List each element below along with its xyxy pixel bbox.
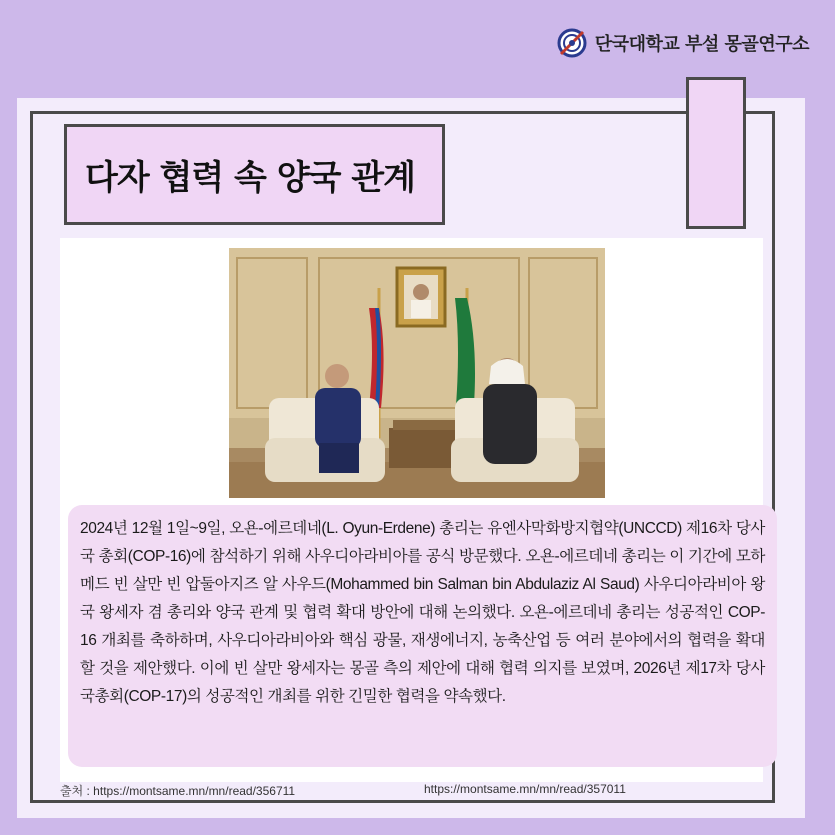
- body-text: 2024년 12월 1일~9일, 오욘-에르데네(L. Oyun-Erdene) 총리는 유엔사막화방지협약(UNCCD) 제16차 당사국 총회(COP-16)에 참석하기 위해 사우디아라비아를 공식 방문했다. 오욘-에르데네 총리는 이 기간에 모하메드 빈 살만 빈 압둘아지즈 알 사우드(Mohammed bin Salman bin Abdulaziz Al Saud) 사우디아라비아 왕국 왕세자 겸 총리와 양국 관계 및 협력 확대 방안에 대해 논의했다. 오욘-에르데네 총리는 성공적인 COP-16 개최를 축하하며, 사우디아라비아와 핵심 광물, 재생에너지, 농축산업 등 여러 분야에서의 협력을 확대할 것을 제안했다. 이에 빈 살만 왕세자는 몽골 측의 제안에 대해 협력 의지를 보였며, 2026년 제17차 당사국총회(COP-17)의 성공적인 개최를 위한 긴밀한 협력을 약속했다.: [80, 520, 765, 705]
- meeting-photo: [229, 248, 605, 498]
- page-title: 다자 협력 속 양국 관계: [85, 158, 415, 198]
- source-link-1[interactable]: 출처 : https://montsame.mn/mn/read/356711: [60, 784, 296, 798]
- body-text-box: [68, 505, 777, 767]
- source-link-2[interactable]: https://montsame.mn/mn/read/357011: [424, 782, 626, 796]
- org-name: 단국대학교 부설 몽골연구소: [594, 34, 809, 55]
- decorative-corner-box: [686, 77, 746, 229]
- header: [557, 28, 809, 58]
- institute-emblem-icon: [557, 28, 587, 58]
- meeting-photo-illustration: [229, 248, 605, 498]
- title-box: [64, 124, 445, 225]
